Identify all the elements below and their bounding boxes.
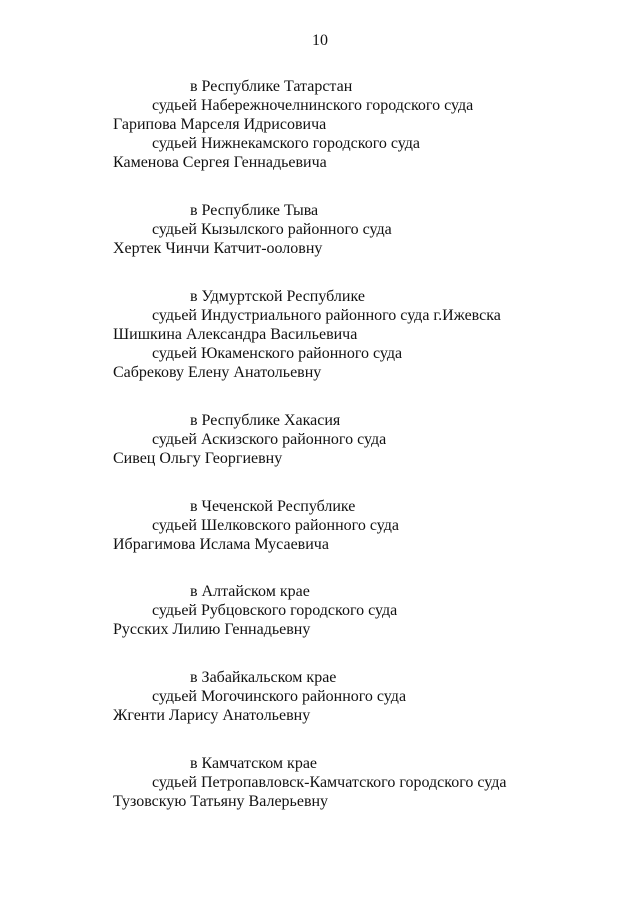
region-heading: в Чеченской Республике <box>190 498 356 515</box>
court-line: судьей Индустриального районного суда г.Ижевска <box>152 307 501 324</box>
person-name: Сабрекову Елену Анатольевну <box>113 364 322 381</box>
person-name: Каменова Сергея Геннадьевича <box>113 154 327 171</box>
page-number: 10 <box>312 32 328 49</box>
person-name: Сивец Ольгу Георгиевну <box>113 450 283 467</box>
person-name: Русских Лилию Геннадьевну <box>113 621 311 638</box>
region-heading: в Республике Тыва <box>190 202 319 219</box>
region-heading: в Республике Татарстан <box>190 78 353 95</box>
person-name: Шишкина Александра Васильевича <box>113 326 358 343</box>
court-line: судьей Могочинского районного суда <box>152 688 407 705</box>
region-heading: в Республике Хакасия <box>190 412 341 429</box>
court-line: судьей Набережночелнинского городского суда <box>152 97 474 114</box>
court-line: судьей Кызылского районного суда <box>152 221 392 238</box>
court-line: судьей Петропавловск-Камчатского городского суда <box>152 774 507 791</box>
region-heading: в Удмуртской Республике <box>190 288 365 305</box>
person-name: Жгенти Ларису Анатольевну <box>113 707 311 724</box>
region-heading: в Камчатском крае <box>190 755 318 772</box>
person-name: Хертек Чинчи Катчит-ооловну <box>113 240 323 257</box>
region-heading: в Алтайском крае <box>190 583 310 600</box>
court-line: судьей Шелковского районного суда <box>152 517 399 534</box>
court-line: судьей Аскизского районного суда <box>152 431 387 448</box>
person-name: Тузовскую Татьяну Валерьевну <box>113 793 329 810</box>
court-line: судьей Юкаменского районного суда <box>152 345 403 362</box>
person-name: Ибрагимова Ислама Мусаевича <box>113 536 329 553</box>
region-heading: в Забайкальском крае <box>190 669 337 686</box>
court-line: судьей Нижнекамского городского суда <box>152 135 420 152</box>
person-name: Гарипова Марселя Идрисовича <box>113 116 327 133</box>
court-line: судьей Рубцовского городского суда <box>152 602 398 619</box>
